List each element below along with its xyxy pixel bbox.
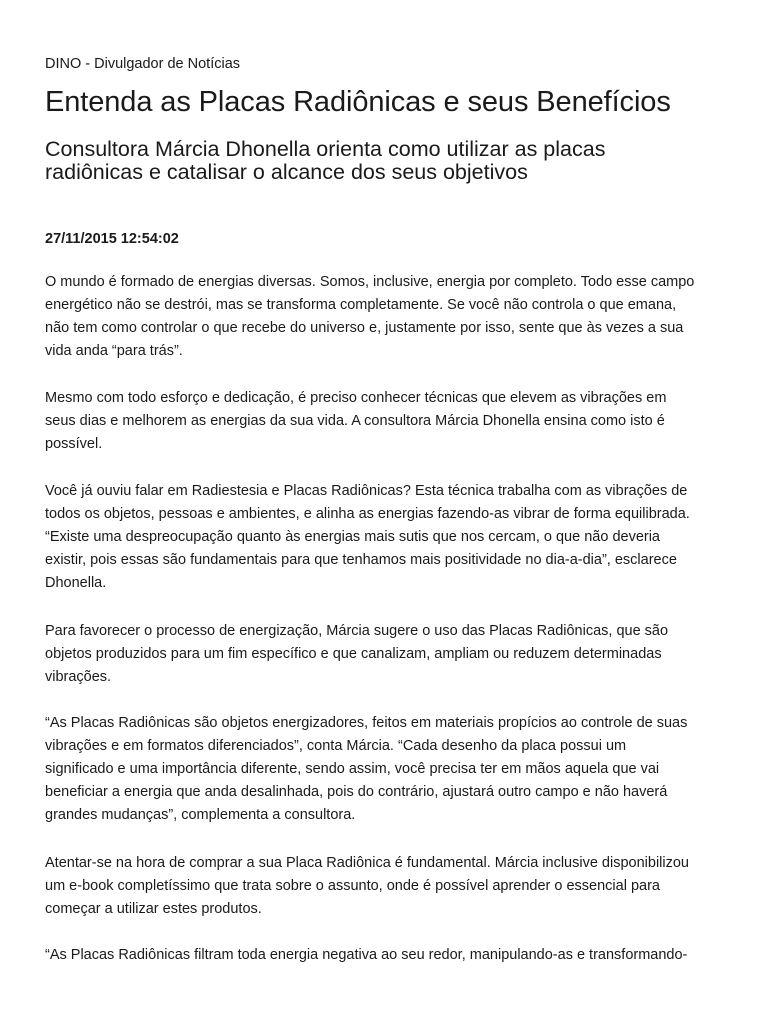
text-line: “Existe uma despreocupação quanto às energias mais sutis que nos cercam, o que não deveria — [45, 529, 660, 545]
text-line: “As Placas Radiônicas são objetos energizadores, feitos em materiais propícios ao controle de suas — [45, 715, 688, 731]
text-line: existir, pois essas são fundamentais para que tenhamos mais positividade no dia-a-dia”, esclarece — [45, 552, 677, 568]
text-line: vibrações e em formatos diferenciados”, conta Márcia. “Cada desenho da placa possui um — [45, 738, 627, 754]
subtitle-line: radiônicas e catalisar o alcance dos seus objetivos — [45, 160, 528, 184]
paragraph-4 — [45, 620, 735, 689]
publication-date: 27/11/2015 12:54:02 — [45, 231, 179, 247]
text-line: Para favorecer o processo de energização, Márcia sugere o uso das Placas Radiônicas, que são — [45, 623, 669, 639]
text-line: todos os objetos, pessoas e ambientes, e alinha as energias fazendo-as vibrar de forma equilibrada. — [45, 506, 690, 522]
text-line: não tem como controlar o que recebe do universo e, justamente por isso, sente que às vezes a sua — [45, 320, 684, 336]
paragraph-7 — [45, 944, 735, 967]
text-line: grandes mudanças”, complementa a consultora. — [45, 807, 356, 823]
subtitle-line: Consultora Márcia Dhonella orienta como utilizar as placas — [45, 137, 606, 161]
text-line: Mesmo com todo esforço e dedicação, é preciso conhecer técnicas que elevem as vibrações em — [45, 390, 667, 406]
paragraph-3 — [45, 480, 735, 595]
text-line: Atentar-se na hora de comprar a sua Placa Radiônica é fundamental. Márcia inclusive disponibilizou — [45, 855, 689, 871]
text-line: um e-book completíssimo que trata sobre o assunto, onde é possível aprender o essencial para — [45, 878, 660, 894]
text-line: O mundo é formado de energias diversas. Somos, inclusive, energia por completo. Todo esse campo — [45, 274, 695, 290]
text-line: seus dias e melhorem as energias da sua vida. A consultora Márcia Dhonella ensina como isto é — [45, 413, 665, 429]
article-title: Entenda as Placas Radiônicas e seus Benefícios — [45, 86, 671, 118]
article-subtitle — [45, 138, 705, 184]
text-line: beneficiar a energia que anda desalinhada, pois do contrário, ajustará outro campo e não haverá — [45, 784, 668, 800]
text-line: “As Placas Radiônicas filtram toda energia negativa ao seu redor, manipulando-as e transformando- — [45, 947, 688, 963]
text-line: vida anda “para trás”. — [45, 343, 183, 359]
text-line: Você já ouviu falar em Radiestesia e Placas Radiônicas? Esta técnica trabalha com as vibrações de — [45, 483, 688, 499]
text-line: objetos produzidos para um fim específico e que canalizam, ampliam ou reduzem determinadas — [45, 646, 662, 662]
text-line: energético não se destrói, mas se transforma completamente. Se você não controla o que emana, — [45, 297, 677, 313]
text-line: começar a utilizar estes produtos. — [45, 901, 262, 917]
text-line: Dhonella. — [45, 575, 107, 591]
text-line: significado e uma importância diferente, sendo assim, você precisa ter em mãos aquela que vai — [45, 761, 660, 777]
text-line: vibrações. — [45, 669, 112, 685]
paragraph-5 — [45, 712, 735, 827]
paragraph-1 — [45, 271, 735, 363]
paragraph-2 — [45, 387, 735, 456]
paragraph-6 — [45, 852, 735, 921]
news-source: DINO - Divulgador de Notícias — [45, 56, 241, 72]
text-line: possível. — [45, 436, 103, 452]
